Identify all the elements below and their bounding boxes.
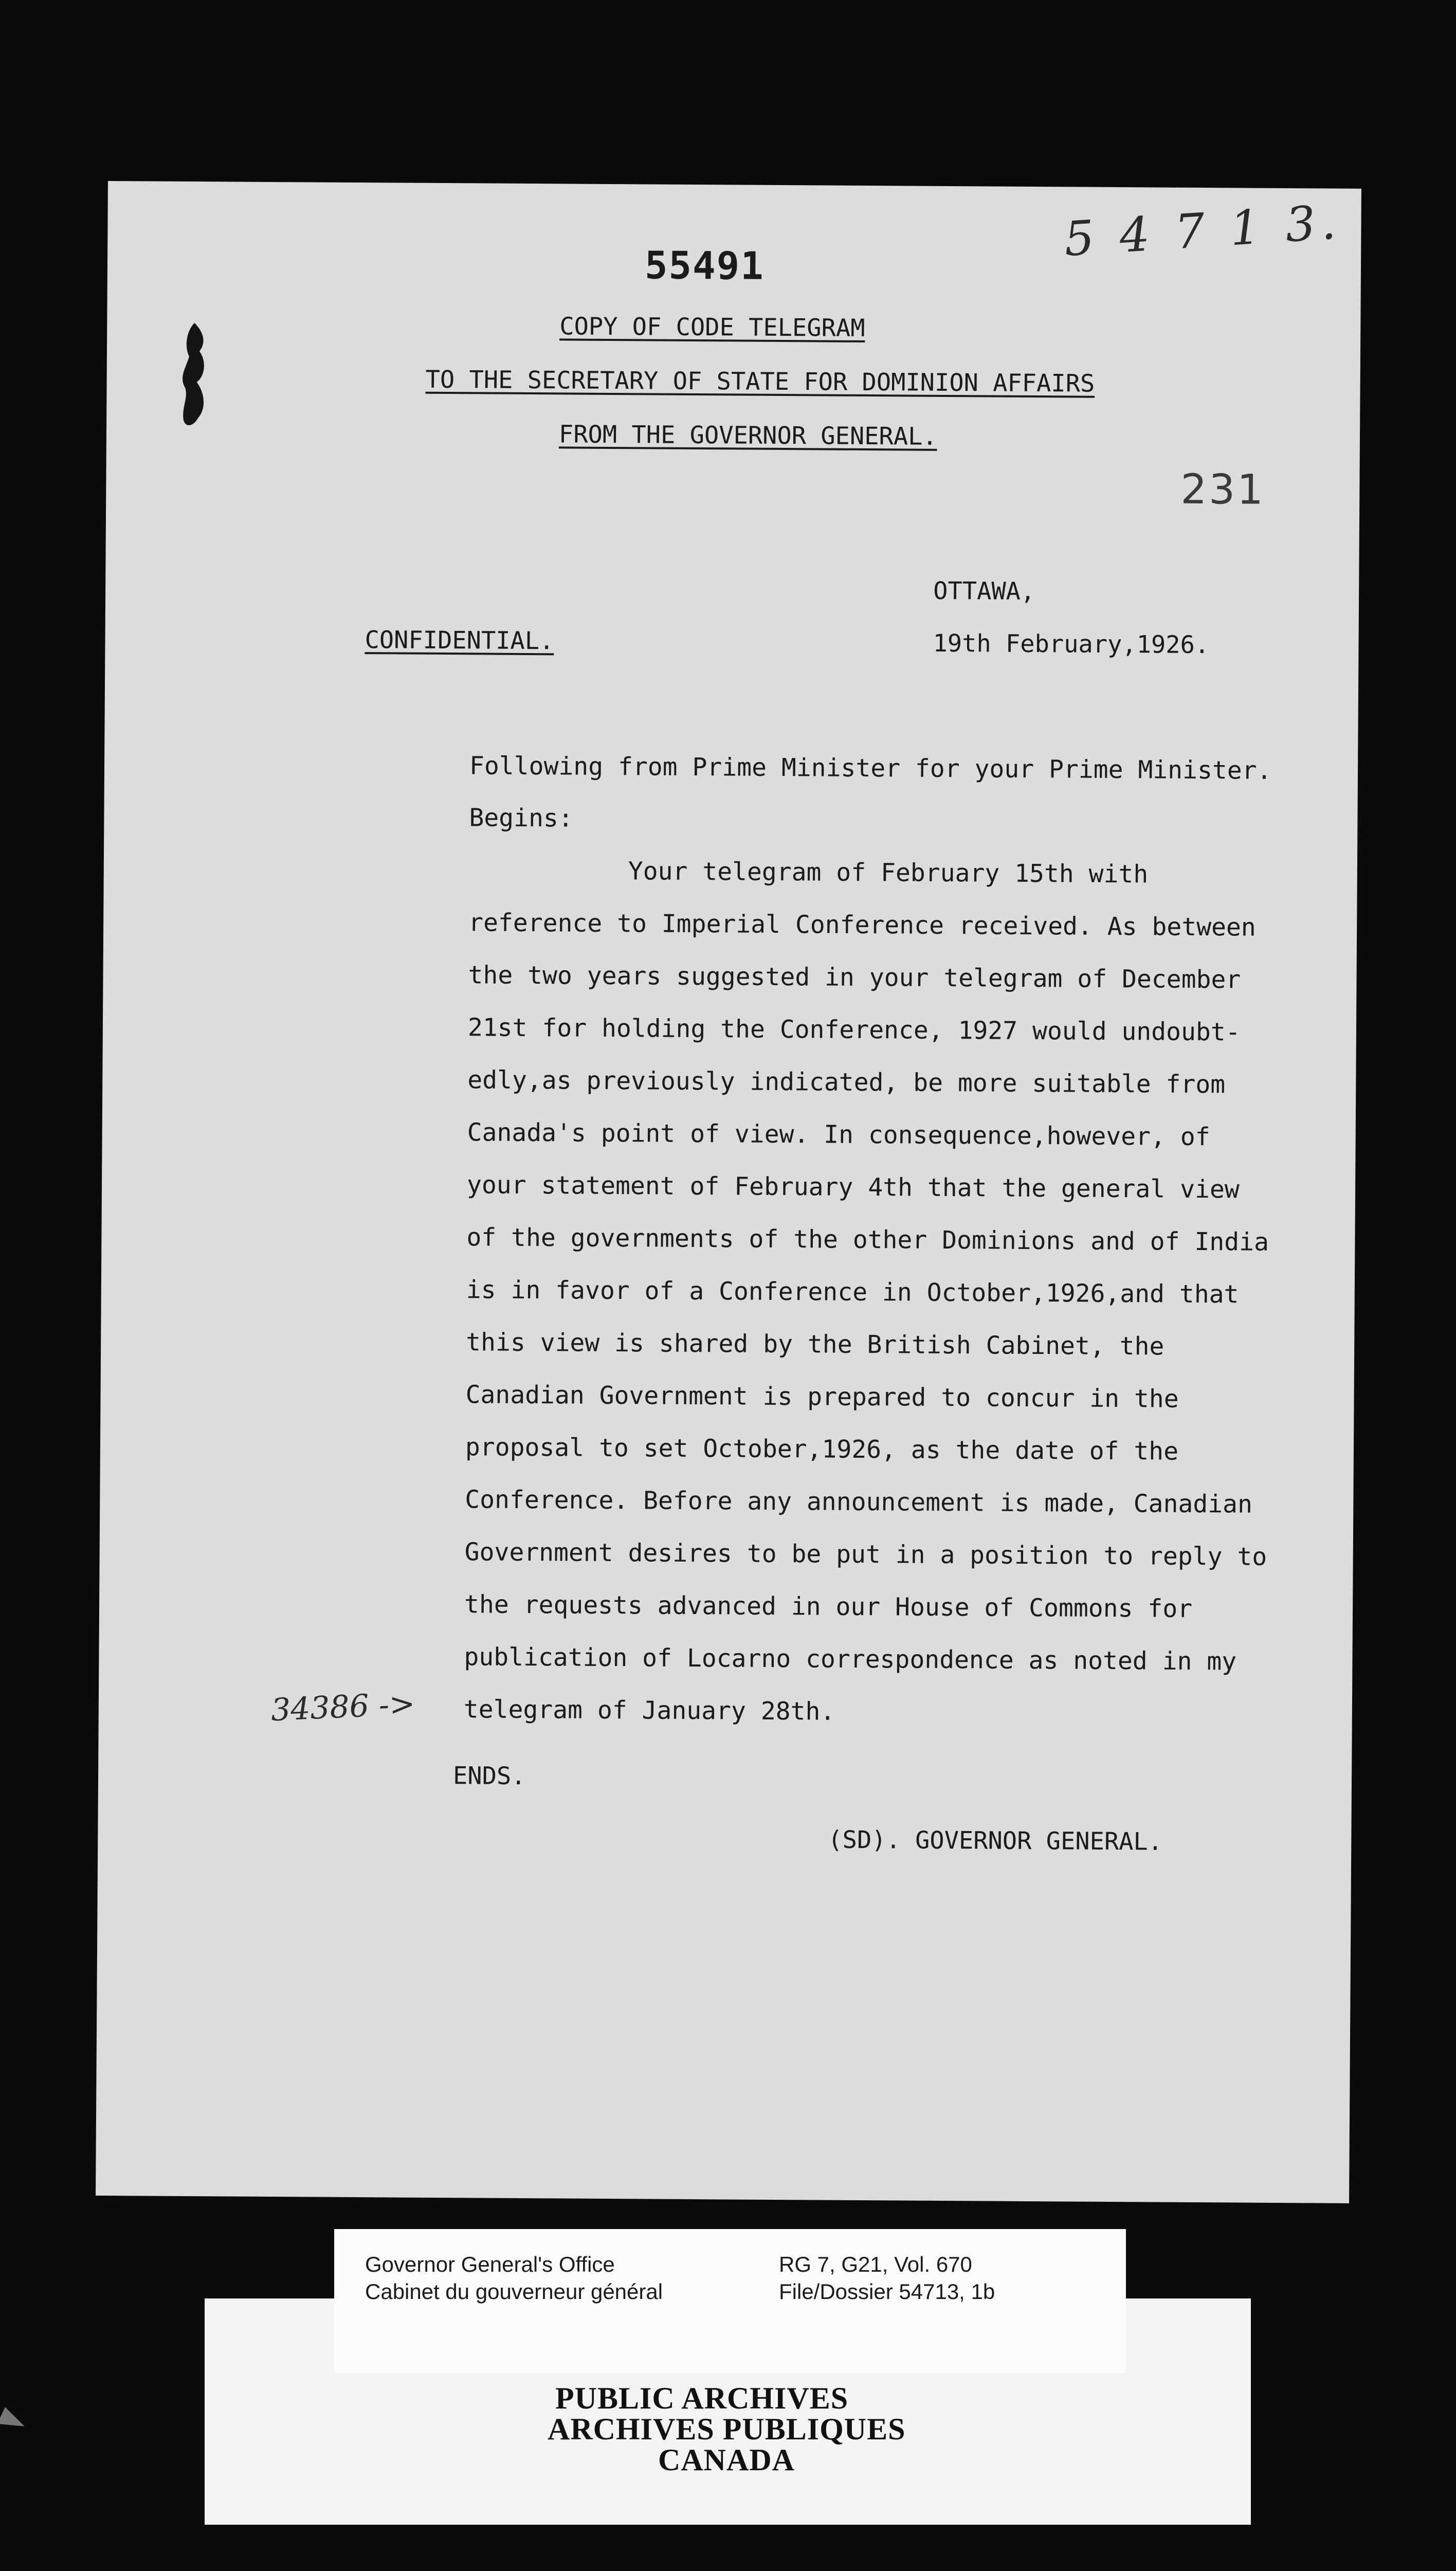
ends-marker: ENDS. <box>452 1762 526 1791</box>
folio-number: 231 <box>1180 465 1266 514</box>
document-number: 55491 <box>644 243 765 288</box>
place: OTTAWA, <box>933 576 1035 606</box>
date: 19th February,1926. <box>933 629 1210 660</box>
body-line: Canada's point of view. In consequence,however, of <box>467 1118 1210 1152</box>
ink-blot-mark <box>178 320 210 433</box>
body-line: Conference. Before any announcement is made, Canadian <box>465 1485 1253 1519</box>
body-line: Your telegram of February 15th with <box>628 857 1149 889</box>
stamp-line-2: ARCHIVES PUBLIQUES <box>548 2412 906 2446</box>
body-line: publication of Locarno correspondence as noted in my <box>464 1642 1237 1676</box>
heading-line-2: TO THE SECRETARY OF STATE FOR DOMINION AFFAIRS <box>425 365 1095 398</box>
body-line: proposal to set October,1926, as the date of the <box>465 1433 1179 1466</box>
film-edge-mark <box>0 2407 28 2435</box>
office-french: Cabinet du gouverneur général <box>365 2279 663 2304</box>
body-line: the requests advanced in our House of Commons for <box>464 1590 1193 1623</box>
archive-reference-label <box>334 2229 1126 2373</box>
office-english: Governor General's Office <box>365 2252 615 2276</box>
body-line: is in favor of a Conference in October,1926,and that <box>466 1275 1239 1309</box>
classification: CONFIDENTIAL. <box>365 626 554 656</box>
handwritten-margin-note: 34386 -> <box>270 1686 416 1729</box>
body-line: Following from Prime Minister for your Prime Minister. <box>469 751 1272 785</box>
signature: (SD). GOVERNOR GENERAL. <box>828 1825 1163 1856</box>
document-page <box>96 181 1361 2203</box>
body-line: your statement of February 4th that the general view <box>466 1170 1240 1204</box>
record-group-reference: RG 7, G21, Vol. 670 <box>779 2252 972 2276</box>
body-line: this view is shared by the British Cabinet, the <box>466 1328 1164 1361</box>
heading-line-1: COPY OF CODE TELEGRAM <box>559 312 865 342</box>
body-line: telegram of January 28th. <box>463 1695 835 1726</box>
heading-line-3: FROM THE GOVERNOR GENERAL. <box>558 420 937 451</box>
body-line: the two years suggested in your telegram of December <box>468 961 1241 994</box>
stamp-line-1: PUBLIC ARCHIVES <box>555 2381 849 2415</box>
body-line: of the governments of the other Dominions and of India <box>466 1223 1269 1257</box>
handwritten-file-number: 5 4 7 1 3. <box>1062 194 1343 267</box>
body-line: Begins: <box>469 803 573 833</box>
file-reference: File/Dossier 54713, 1b <box>779 2279 995 2304</box>
stamp-line-3: CANADA <box>658 2443 795 2477</box>
body-line: Canadian Government is prepared to concur in the <box>465 1380 1179 1414</box>
body-line: edly,as previously indicated, be more suitable from <box>467 1065 1226 1099</box>
body-line: 21st for holding the Conference, 1927 would undoubt- <box>467 1013 1241 1047</box>
body-line: Government desires to be put in a position to reply to <box>464 1537 1267 1571</box>
body-line: reference to Imperial Conference received. As between <box>468 908 1256 942</box>
